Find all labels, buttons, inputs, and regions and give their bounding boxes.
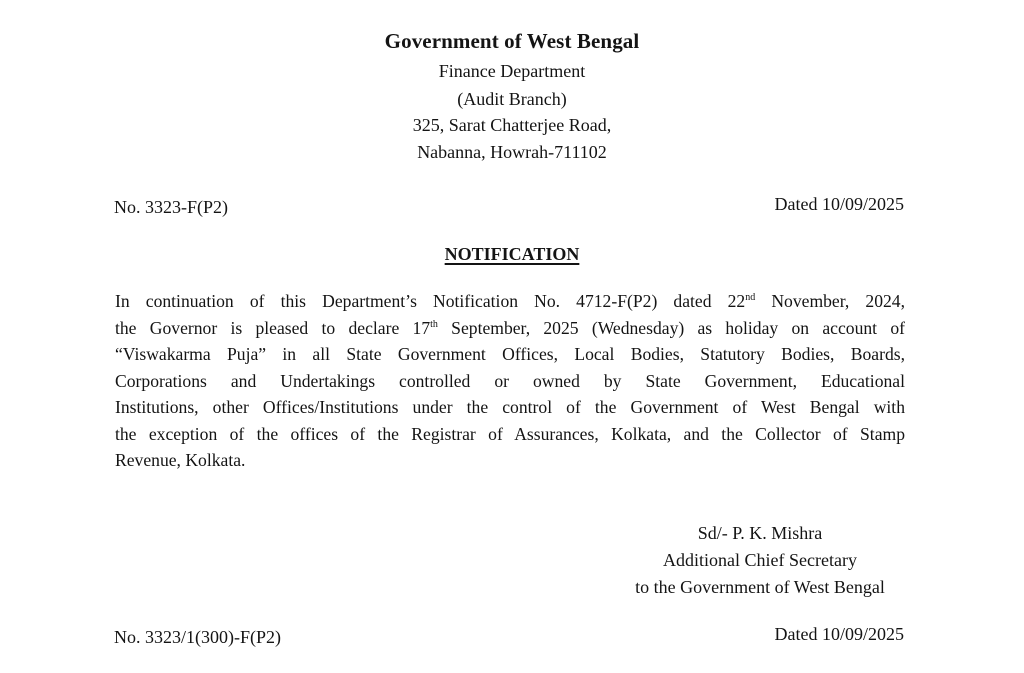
body-line: Revenue, Kolkata. — [115, 450, 246, 470]
address-line-2: Nabanna, Howrah-711102 — [417, 142, 607, 162]
branch-name: (Audit Branch) — [457, 89, 567, 109]
body-line: Corporations and Undertakings controlled or owned by State Government, Educational — [115, 370, 905, 391]
memo-number: No. 3323-F(P2) — [114, 197, 229, 217]
signatory-name: Sd/- P. K. Mishra — [697, 523, 823, 543]
notification-heading-text: NOTIFICATION — [444, 244, 580, 264]
body-line: the exception of the offices of the Registrar of Assurances, Kolkata, and the Collector of Stamp — [115, 423, 905, 444]
signatory-designation: Additional Chief Secretary — [663, 550, 857, 570]
body-line: Institutions, other Offices/Institutions under the control of the Government of West Bengal with — [115, 397, 905, 417]
government-title: Government of West Bengal — [384, 29, 640, 53]
body-line: “Viswakarma Puja” in all State Government Offices, Local Bodies, Statutory Bodies, Boards, — [115, 344, 905, 364]
copy-memo-date: Dated 10/09/2025 — [774, 624, 904, 644]
address-line-1: 325, Sarat Chatterjee Road, — [412, 115, 612, 135]
body-line: In continuation of this Department’s Notification No. 4712-F(P2) dated 22nd November, 2024, — [115, 291, 905, 311]
memo-date: Dated 10/09/2025 — [774, 194, 904, 214]
signatory-organization: to the Government of West Bengal — [635, 577, 885, 597]
body-line: the Governor is pleased to declare 17th September, 2025 (Wednesday) as holiday on account of — [115, 317, 905, 338]
department-name: Finance Department — [438, 61, 586, 81]
copy-memo-number: No. 3323/1(300)-F(P2) — [114, 627, 281, 647]
notification-body — [115, 288, 905, 474]
notification-heading — [0, 243, 1024, 265]
